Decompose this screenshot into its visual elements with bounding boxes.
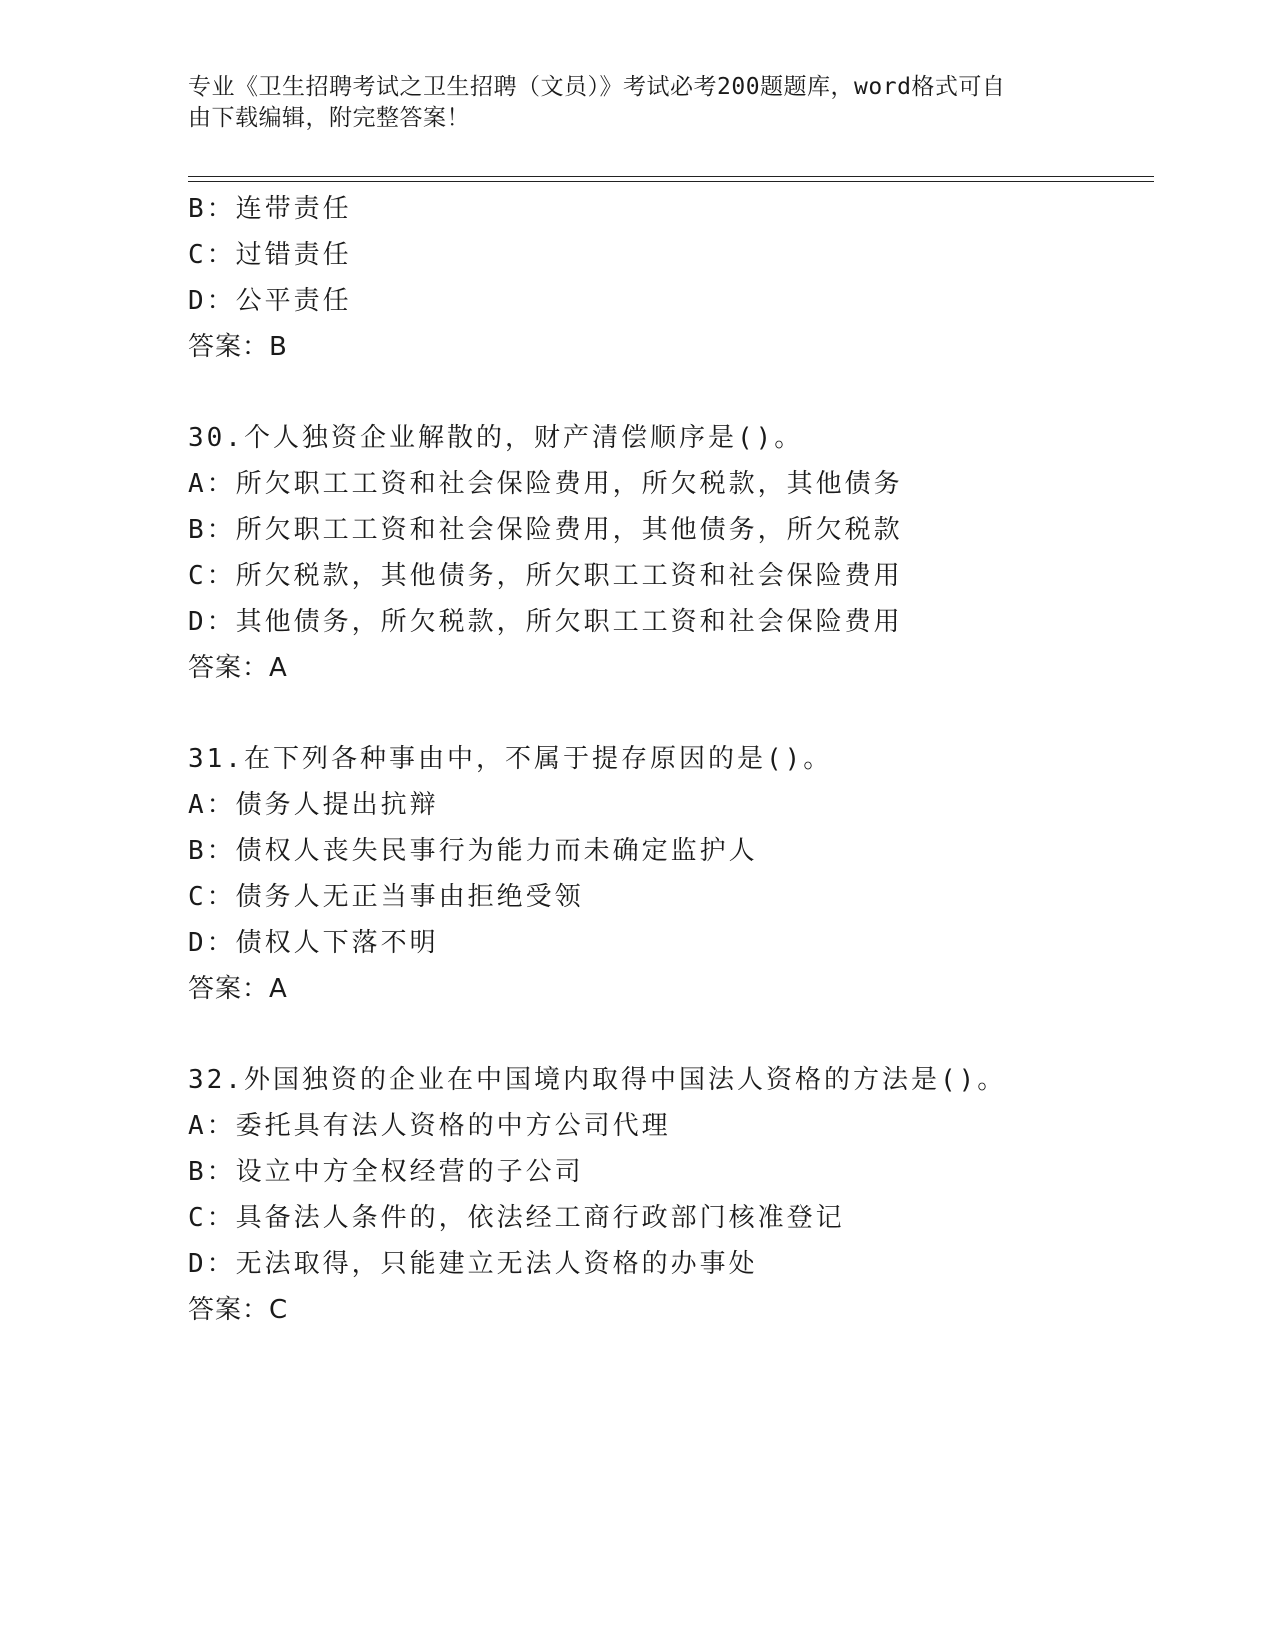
question-stem: 30.个人独资企业解散的，财产清偿顺序是()。 (188, 423, 804, 453)
option-c: C：所欠税款，其他债务，所欠职工工资和社会保险费用 (188, 561, 903, 591)
option-c: C：过错责任 (188, 240, 352, 270)
answer-line: 答案：B (188, 332, 288, 362)
option-d: D：公平责任 (188, 286, 352, 316)
option-a: A：委托具有法人资格的中方公司代理 (188, 1111, 671, 1141)
option-a: A：所欠职工工资和社会保险费用，所欠税款，其他债务 (188, 469, 903, 499)
option-c: C：债务人无正当事由拒绝受领 (188, 882, 584, 912)
option-c: C：具备法人条件的，依法经工商行政部门核准登记 (188, 1203, 845, 1233)
document-header (188, 72, 1088, 134)
option-d: D：债权人下落不明 (188, 928, 439, 958)
option-a: A：债务人提出抗辩 (188, 790, 439, 820)
spacer (188, 1012, 1148, 1057)
spacer (188, 370, 1148, 415)
question-block-continuation (188, 186, 1148, 370)
question-block-32 (188, 1057, 1148, 1333)
option-d: D：无法取得，只能建立无法人资格的办事处 (188, 1249, 758, 1279)
header-line-1: 专业《卫生招聘考试之卫生招聘（文员）》考试必考200题题库，word格式可自 (188, 74, 1006, 100)
option-b: B：设立中方全权经营的子公司 (188, 1157, 584, 1187)
question-stem: 31.在下列各种事由中，不属于提存原因的是()。 (188, 744, 833, 774)
answer-line: 答案：C (188, 1295, 289, 1325)
answer-line: 答案：A (188, 974, 288, 1004)
question-stem: 32.外国独资的企业在中国境内取得中国法人资格的方法是()。 (188, 1065, 1007, 1095)
option-b: B：所欠职工工资和社会保险费用，其他债务，所欠税款 (188, 515, 903, 545)
question-list (188, 186, 1148, 1333)
header-divider (188, 176, 1154, 182)
option-d: D：其他债务，所欠税款，所欠职工工资和社会保险费用 (188, 607, 903, 637)
option-b: B：连带责任 (188, 194, 352, 224)
question-block-31 (188, 736, 1148, 1012)
answer-line: 答案：A (188, 653, 288, 683)
option-b: B：债权人丧失民事行为能力而未确定监护人 (188, 836, 758, 866)
question-block-30 (188, 415, 1148, 691)
spacer (188, 691, 1148, 736)
header-line-2: 由下载编辑，附完整答案！ (188, 105, 470, 131)
